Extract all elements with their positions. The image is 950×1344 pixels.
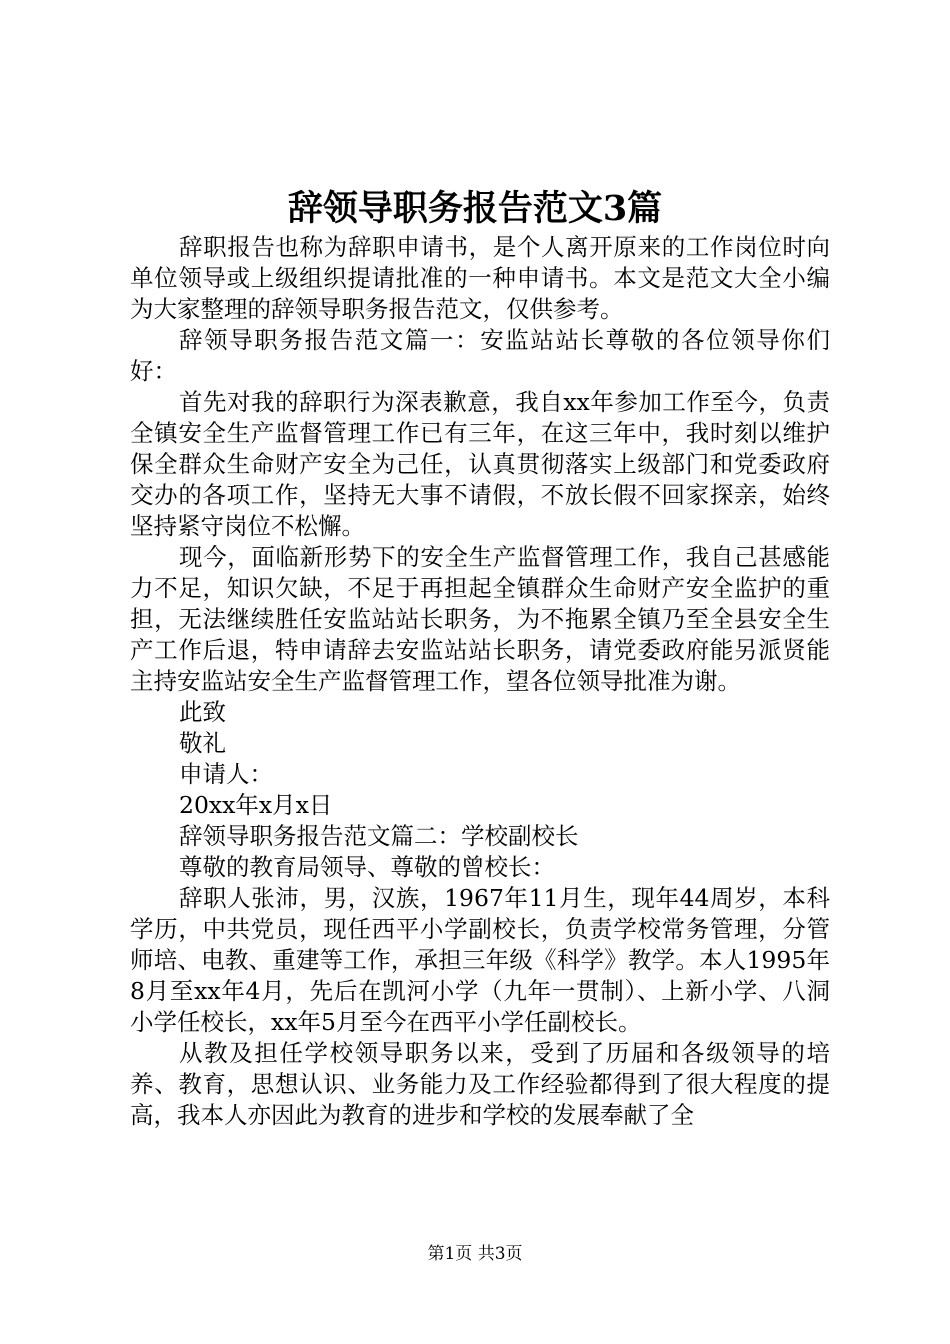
applicant-label: 申请人： [179,760,273,788]
date-line: 20xx年x月x日 [179,791,333,819]
paragraph-part1-heading: 辞领导职务报告范文篇一：安监站站长尊敬的各位领导你们好： [130,326,830,385]
paragraph-part2-body1: 辞职人张沛，男，汉族，1967年11月生，现年44周岁，本科学历，中共党员，现任西平小学副校长，负责学校常务管理，分管师培、电教、重建等工作，承担三年级《科学》教学。本人1995年8月至xx年4月，先后在凯河小学（九年一贯制）、上新小学、八洞小学任校长，xx年5月至今在西平小学任副校长。 [130,884,830,1036]
document-title: 辞领导职务报告范文3篇 [287,188,663,229]
closing-cizhi: 此致 [179,698,226,726]
paragraph-intro: 辞职报告也称为辞职申请书，是个人离开原来的工作岗位时向单位领导或上级组织提请批准的一种申请书。本文是范文大全小编为大家整理的辞领导职务报告范文，仅供参考。 [130,233,830,323]
paragraph-part1-body1: 首先对我的辞职行为深表歉意，我自xx年参加工作至今，负责全镇安全生产监督管理工作已有三年，在这三年中，我时刻以维护保全群众生命财产安全为己任，认真贯彻落实上级部门和党委政府交办的各项工作，坚持无大事不请假，不放长假不回家探亲，始终坚持紧守岗位不松懈。 [130,388,830,540]
document-body [130,232,830,1131]
paragraph-part1-body2: 现今，面临新形势下的安全生产监督管理工作，我自己甚感能力不足，知识欠缺，不足于再担起全镇群众生命财产安全监护的重担，无法继续胜任安监站站长职务，为不拖累全镇乃至全县安全生产工作后退，特申请辞去安监站站长职务，请党委政府能另派贤能主持安监站安全生产监督管理工作，望各位领导批准为谢。 [130,543,830,695]
page-footer: 第1页 共3页 [427,1244,523,1264]
closing-jingli: 敬礼 [179,729,226,757]
paragraph-part2-salutation: 尊敬的教育局领导、尊敬的曾校长： [179,853,555,881]
paragraph-part2-heading: 辞领导职务报告范文篇二：学校副校长 [179,822,579,850]
paragraph-part2-body2: 从教及担任学校领导职务以来，受到了历届和各级领导的培养、教育，思想认识、业务能力及工作经验都得到了很大程度的提高，我本人亦因此为教育的进步和学校的发展奉献了全 [130,1039,830,1129]
